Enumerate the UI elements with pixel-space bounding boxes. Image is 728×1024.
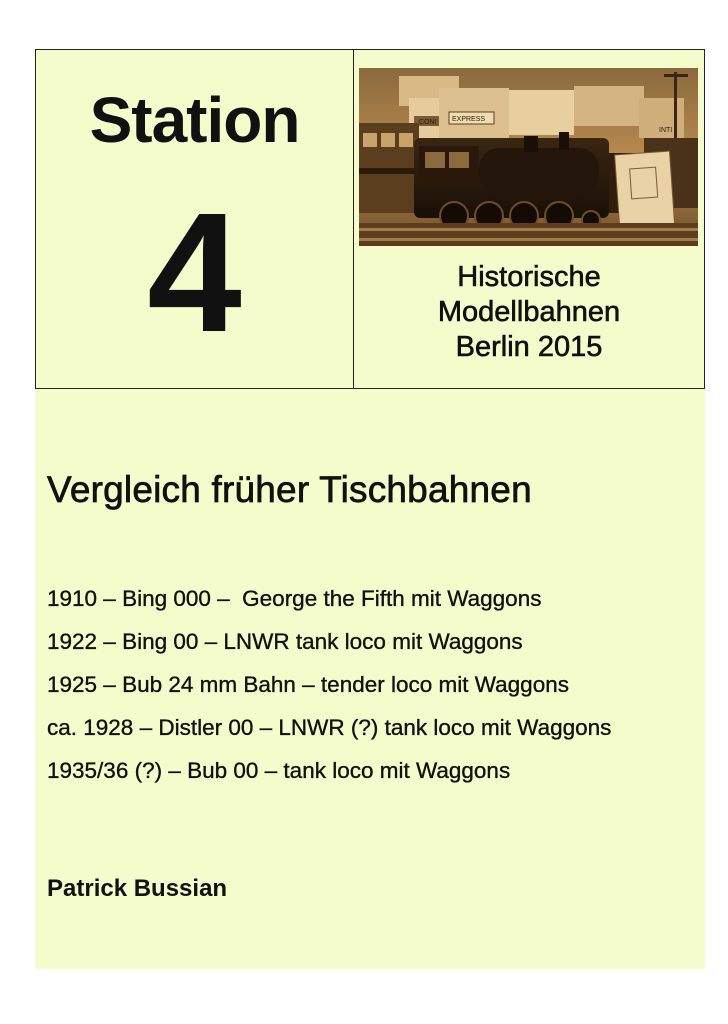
poster	[35, 49, 705, 969]
event-title-line-1: Historische	[457, 261, 601, 293]
main-heading: Vergleich früher Tischbahnen	[47, 469, 532, 510]
station-number: 4	[147, 178, 242, 368]
exhibit-entry: ca. 1928 – Distler 00 – LNWR (?) tank loco mit Waggons	[47, 715, 612, 740]
model-railway-photo	[359, 68, 698, 246]
exhibit-entry: 1910 – Bing 000 – George the Fifth mit Waggons	[47, 586, 542, 611]
exhibit-entry: 1935/36 (?) – Bub 00 – tank loco mit Waggons	[47, 758, 511, 783]
exhibit-entry: 1925 – Bub 24 mm Bahn – tender loco mit Waggons	[47, 672, 569, 697]
exhibit-entry: 1922 – Bing 00 – LNWR tank loco mit Waggons	[47, 629, 523, 654]
header-box	[35, 49, 705, 389]
sign-center-text: EXPRESS	[452, 116, 486, 123]
station-label: Station	[89, 84, 300, 156]
event-title-line-3: Berlin 2015	[455, 331, 603, 363]
sign-right-text: INTI	[659, 127, 673, 134]
event-title	[354, 260, 704, 365]
event-title-line-2: Modellbahnen	[437, 296, 621, 328]
author-name: Patrick Bussian	[47, 875, 228, 902]
exhibit-list	[47, 577, 611, 792]
station-cell	[36, 50, 354, 388]
event-cell	[354, 50, 704, 388]
sign-left-text: CONI	[419, 119, 437, 126]
